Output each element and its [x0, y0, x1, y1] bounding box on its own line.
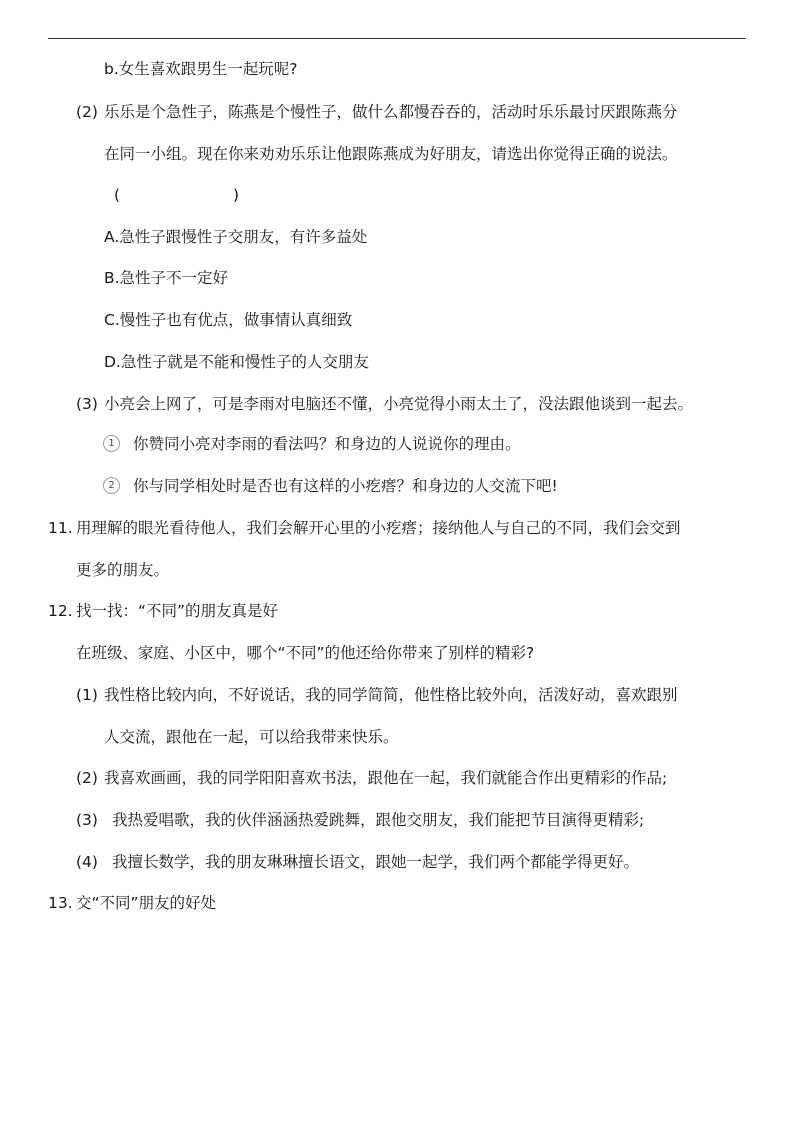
item-number: (2) — [76, 103, 98, 121]
item-number: (4) — [76, 853, 98, 871]
question-number: 11. — [48, 519, 73, 537]
item-number: (3) — [76, 395, 98, 413]
question-number: 12. — [48, 602, 73, 620]
question-title: 找一找：“不同”的朋友真是好 — [76, 602, 279, 620]
item-text: 我性格比较内向，不好说话，我的同学简简，他性格比较外向，活泼好动，喜欢跟别 — [104, 686, 678, 704]
option-d: D.急性子就是不能和慢性子的人交朋友 — [104, 353, 369, 371]
item-number: (3) — [76, 811, 98, 829]
question-text: 用理解的眼光看待他人，我们会解开心里的小疙瘩；接纳他人与自己的不同，我们会交到 — [76, 519, 681, 537]
option-a: A.急性子跟慢性子交朋友，有许多益处 — [104, 228, 368, 246]
question-title: 交“不同”朋友的好处 — [76, 894, 217, 912]
option-b-text: b.女生喜欢跟男生一起玩呢? — [104, 60, 298, 78]
option-c: C.慢性子也有优点，做事情认真细致 — [104, 311, 353, 329]
circled-number-1: 1 — [103, 435, 120, 452]
answer-blank-open: ( — [114, 186, 121, 204]
item-number: (1) — [76, 686, 98, 704]
question-text: 在同一小组。现在你来劝劝乐乐让他跟陈燕成为好朋友，请选出你觉得正确的说法。 — [104, 145, 678, 163]
question-number: 13. — [48, 894, 73, 912]
question-text: 乐乐是个急性子，陈燕是个慢性子，做什么都慢吞吞的，活动时乐乐最讨厌跟陈燕分 — [104, 103, 678, 121]
header-rule — [48, 38, 746, 39]
question-text: 更多的朋友。 — [76, 561, 170, 579]
item-number: (2) — [76, 769, 98, 787]
item-text: 我擅长数学，我的朋友琳琳擅长语文，跟她一起学，我们两个都能学得更好。 — [112, 853, 640, 871]
sub-question-text: 你赞同小亮对李雨的看法吗？和身边的人说说你的理由。 — [133, 435, 521, 453]
circled-number-2: 2 — [103, 477, 120, 494]
question-intro: 在班级、家庭、小区中，哪个“不同”的他还给你带来了别样的精彩? — [76, 644, 535, 662]
sub-question-text: 你与同学相处时是否也有这样的小疙瘩？和身边的人交流下吧! — [133, 477, 558, 495]
item-text: 我喜欢画画，我的同学阳阳喜欢书法，跟他在一起，我们就能合作出更精彩的作品; — [104, 769, 668, 787]
answer-blank-close: ) — [233, 186, 240, 204]
question-text: 小亮会上网了，可是李雨对电脑还不懂，小亮觉得小雨太土了，没法跟他谈到一起去。 — [104, 395, 694, 413]
item-text: 人交流，跟他在一起，可以给我带来快乐。 — [104, 728, 399, 746]
item-text: 我热爱唱歌，我的伙伴涵涵热爱跳舞，跟他交朋友，我们能把节目演得更精彩; — [112, 811, 645, 829]
option-b: B.急性子不一定好 — [104, 269, 229, 287]
